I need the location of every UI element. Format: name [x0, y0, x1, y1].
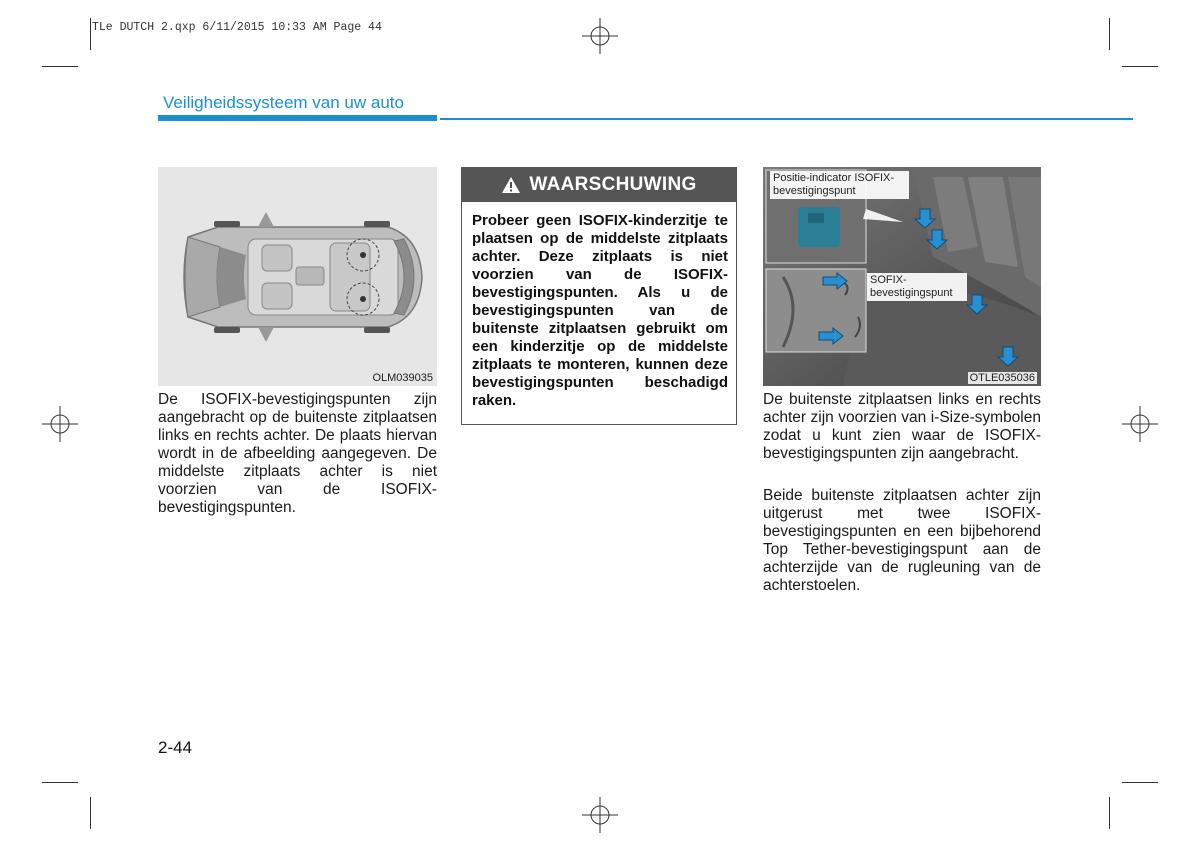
print-slug: TLe DUTCH 2.qxp 6/11/2015 10:33 AM Page 44 — [92, 21, 382, 34]
header-rule-thick — [158, 115, 437, 121]
header-rule-thin — [440, 118, 1133, 120]
callout-position-indicator: Positie-indicator ISOFIX-bevestigingspunt — [770, 171, 909, 199]
section-title: Veiligheidssysteem van uw auto — [163, 93, 404, 112]
warning-triangle-icon — [501, 176, 521, 194]
warning-header — [462, 168, 736, 202]
left-paragraph: De ISOFIX-bevestigingspunten zijn aangebracht op de buitenste zitplaatsen links en rechts achter. De plaats hiervan wordt in de afbeelding aangegeven. De middelste zitplaats achter is niet voorzien van de ISOFIX-bevestigingspunten. — [158, 391, 437, 516]
car-top-view-illustration — [158, 167, 437, 386]
warning-title: WAARSCHUWING — [529, 174, 697, 195]
warning-text: Probeer geen ISOFIX-kinderzitje te plaatsen op de middelste zitplaats achter. Deze zitplaats is niet voorzien van de ISOFIX-bevestigingspunten. Als u de bevestigingspunten van de buitenste zitplaatsen gebruikt om een kinderzitje op de middelste zitplaats te monteren, kunnen deze bevestigingspunten beschadigd raken. — [472, 212, 728, 409]
right-paragraph-2: Beide buitenste zitplaatsen achter zijn uitgerust met twee ISOFIX-bevestigingspunten en een bijbehorend Top Tether-bevestigingspunt aan de achterzijde van de rugleuning van de achterstoelen. — [763, 487, 1041, 594]
figure-code: OTLE035036 — [969, 372, 1035, 384]
registration-mark-icon — [1122, 406, 1158, 442]
rear-seat-isofix-figure — [763, 167, 1041, 386]
page-number: 2-44 — [158, 738, 193, 757]
car-top-view-figure — [158, 167, 437, 386]
warning-box — [461, 167, 737, 425]
registration-mark-icon — [582, 18, 618, 54]
registration-mark-icon — [42, 406, 78, 442]
registration-mark-icon — [582, 797, 618, 833]
figure-code: OLM039035 — [372, 372, 433, 384]
right-paragraph-1: De buitenste zitplaatsen links en rechts achter zijn voorzien van i-Size-symbolen zodat u kunt zien waar de ISOFIX-bevestigingspunten zijn aangebracht. — [763, 391, 1041, 462]
callout-isofix-anchor: SOFIX-bevestigingspunt — [867, 273, 967, 301]
